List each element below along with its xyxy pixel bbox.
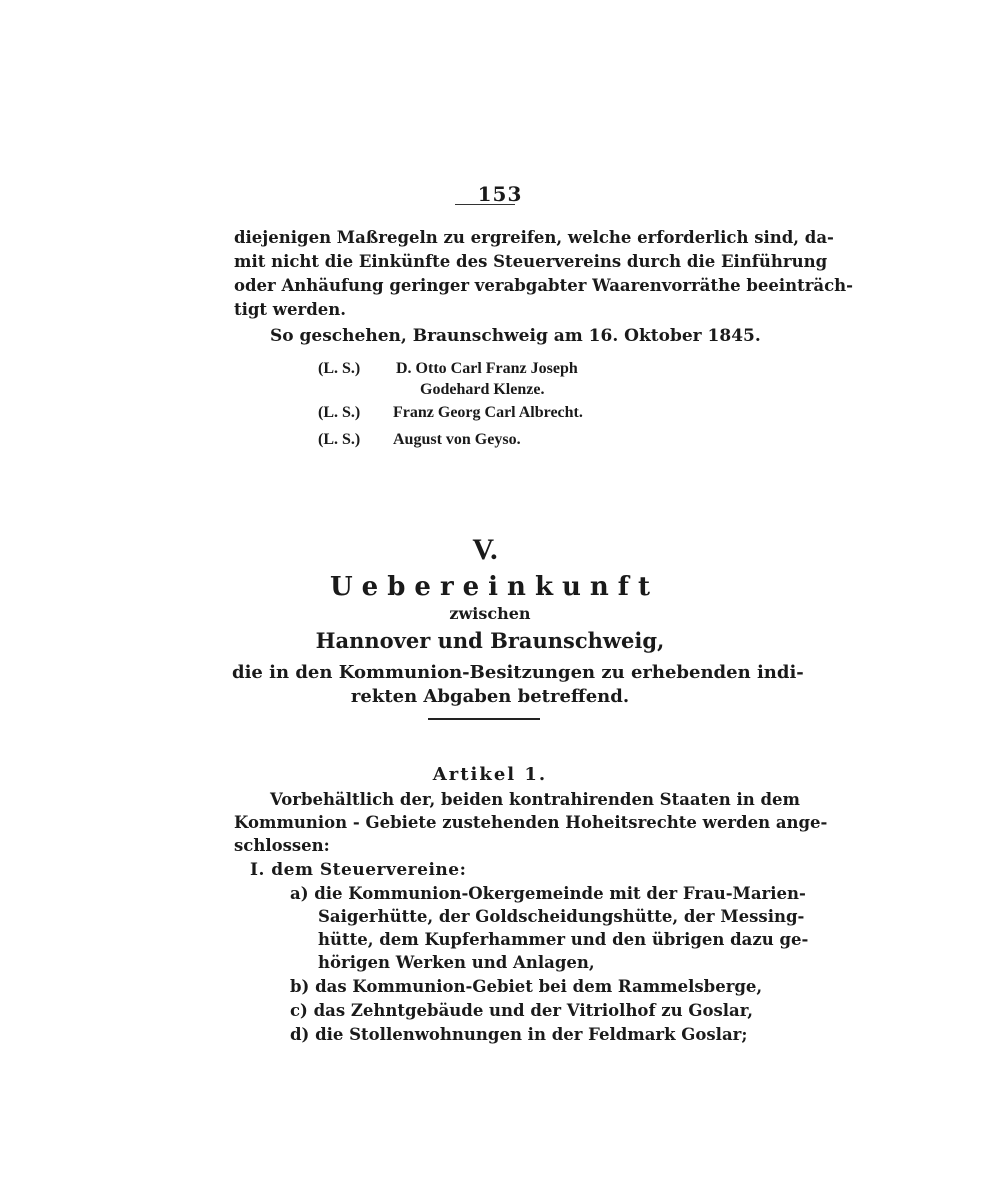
signatory-1-line-1: D. Otto Carl Franz Joseph bbox=[396, 360, 578, 377]
page-number-rule bbox=[455, 204, 515, 205]
signatory-3: August von Geyso. bbox=[393, 431, 521, 448]
section-number: V. bbox=[472, 533, 498, 566]
list-item-c: c) das Zehntgebäude und der Vitriolhof zu Goslar, bbox=[290, 1001, 753, 1020]
list-item-a-line-1: a) die Kommunion-Okergemeinde mit der Frau-Marien- bbox=[290, 884, 806, 903]
closing-line: So geschehen, Braunschweig am 16. Oktober 1845. bbox=[270, 326, 761, 346]
seal-1: (L. S.) bbox=[318, 360, 361, 377]
signatory-2: Franz Georg Carl Albrecht. bbox=[393, 404, 583, 421]
list-heading: I. dem Steuervereine: bbox=[250, 860, 467, 880]
section-title: Uebereinkunft bbox=[330, 572, 659, 602]
seal-3: (L. S.) bbox=[318, 431, 361, 448]
list-item-a-line-4: hörigen Werken und Anlagen, bbox=[318, 953, 595, 972]
signatory-1-line-2: Godehard Klenze. bbox=[420, 381, 545, 398]
page-number: 153 bbox=[477, 182, 523, 206]
list-item-d: d) die Stollenwohnungen in der Feldmark Goslar; bbox=[290, 1025, 748, 1044]
article-line-1: Vorbehältlich der, beiden kontrahirenden Staaten in dem bbox=[270, 790, 800, 809]
section-subtitle-parties: Hannover und Braunschweig, bbox=[315, 628, 665, 653]
article-heading: Artikel 1. bbox=[432, 764, 548, 785]
intro-line-2: mit nicht die Einkünfte des Steuervereins durch die Einführung bbox=[234, 252, 828, 271]
article-line-3: schlossen: bbox=[234, 836, 330, 855]
seal-2: (L. S.) bbox=[318, 404, 361, 421]
intro-line-1: diejenigen Maßregeln zu ergreifen, welche erforderlich sind, da- bbox=[234, 228, 834, 247]
intro-line-3: oder Anhäufung geringer verabgabter Waarenvorräthe beeinträch- bbox=[234, 276, 854, 295]
section-subtitle-subject-2: rekten Abgaben betreffend. bbox=[350, 686, 630, 707]
intro-line-4: tigt werden. bbox=[234, 300, 346, 319]
section-divider bbox=[428, 718, 540, 720]
list-item-b: b) das Kommunion-Gebiet bei dem Rammelsberge, bbox=[290, 977, 763, 996]
section-subtitle-zwischen: zwischen bbox=[449, 604, 531, 623]
article-line-2: Kommunion - Gebiete zustehenden Hoheitsrechte werden ange- bbox=[234, 813, 828, 832]
list-item-a-line-3: hütte, dem Kupferhammer und den übrigen dazu ge- bbox=[318, 930, 809, 949]
list-item-a-line-2: Saigerhütte, der Goldscheidungshütte, der Messing- bbox=[318, 907, 805, 926]
section-subtitle-subject-1: die in den Kommunion-Besitzungen zu erhebenden indi- bbox=[232, 662, 804, 683]
